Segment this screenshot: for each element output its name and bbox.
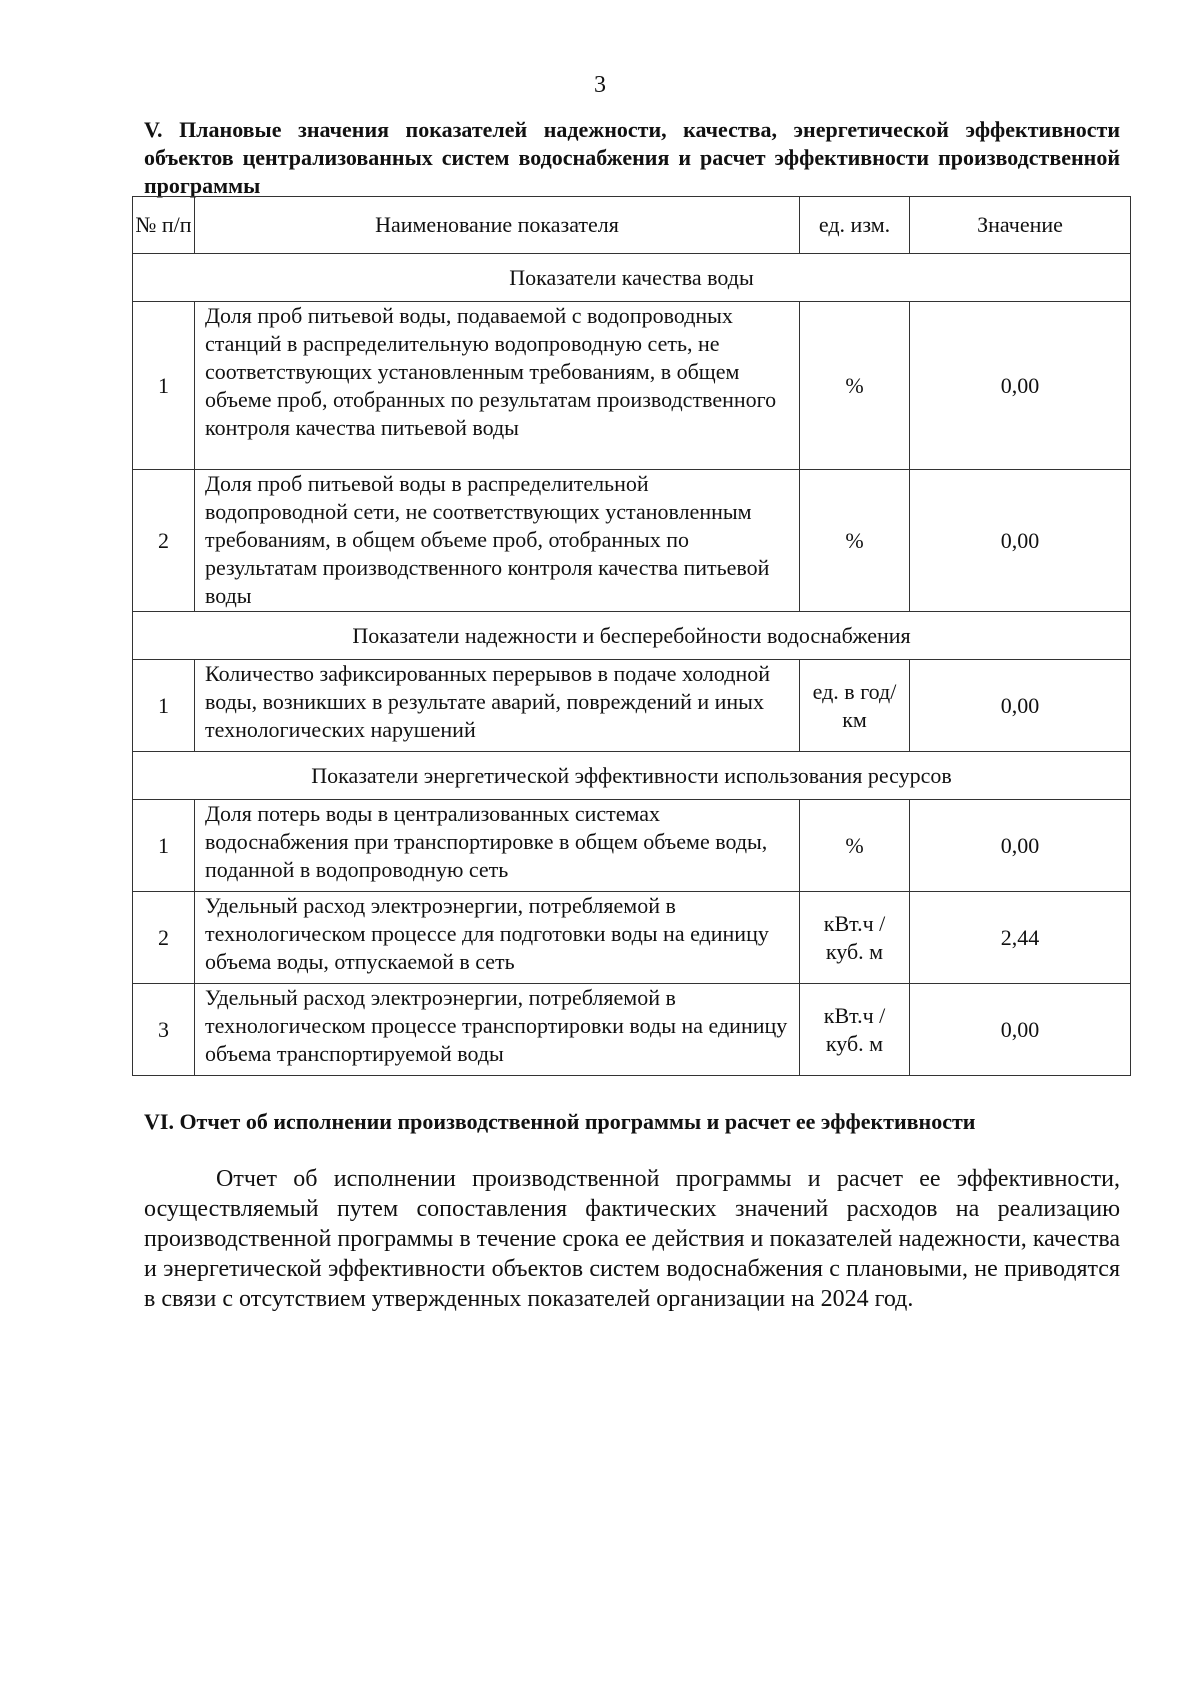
- indicators-table: [132, 196, 1131, 1076]
- table-row: [133, 892, 1131, 984]
- header-name: Наименование показателя: [195, 197, 800, 254]
- section-v-heading: V. Плановые значения показателей надежности, качества, энергетической эффективности объектов централизованных систем водоснабжения и расчет эффективности производственной программы: [144, 117, 1120, 198]
- group-title: Показатели энергетической эффективности использования ресурсов: [133, 752, 1131, 800]
- row-value: 0,00: [910, 470, 1131, 612]
- row-unit: кВт.ч / куб. м: [800, 892, 910, 984]
- row-num: 1: [133, 800, 195, 892]
- group-title: Показатели надежности и бесперебойности водоснабжения: [133, 612, 1131, 660]
- header-value: Значение: [910, 197, 1131, 254]
- header-unit: ед. изм.: [800, 197, 910, 254]
- row-name: Количество зафиксированных перерывов в подаче холодной воды, возникших в результате аварий, повреждений и иных технологических нарушений: [195, 660, 800, 752]
- row-name: Доля потерь воды в централизованных системах водоснабжения при транспортировке в общем объеме воды, поданной в водопроводную сеть: [195, 800, 800, 892]
- table-row: [133, 660, 1131, 752]
- row-unit: ед. в год/ км: [800, 660, 910, 752]
- row-unit: %: [800, 470, 910, 612]
- table-row: [133, 470, 1131, 612]
- group-row-energy-efficiency: [133, 752, 1131, 800]
- row-unit: кВт.ч / куб. м: [800, 984, 910, 1076]
- group-row-reliability: [133, 612, 1131, 660]
- row-value: 0,00: [910, 984, 1131, 1076]
- row-unit: %: [800, 800, 910, 892]
- row-num: 2: [133, 892, 195, 984]
- row-num: 1: [133, 660, 195, 752]
- row-name: Удельный расход электроэнергии, потребляемой в технологическом процессе транспортировки воды на единицу объема транспортируемой воды: [195, 984, 800, 1076]
- row-name: Доля проб питьевой воды в распределительной водопроводной сети, не соответствующих установленным требованиям, в общем объеме проб, отобранных по результатам производственного контроля качества питьевой воды: [195, 470, 800, 612]
- row-value: 0,00: [910, 660, 1131, 752]
- row-num: 1: [133, 302, 195, 470]
- group-title: Показатели качества воды: [133, 254, 1131, 302]
- row-unit: %: [800, 302, 910, 470]
- row-name: Удельный расход электроэнергии, потребляемой в технологическом процессе для подготовки воды на единицу объема воды, отпускаемой в сеть: [195, 892, 800, 984]
- table-row: [133, 800, 1131, 892]
- section-vi-body: Отчет об исполнении производственной программы и расчет ее эффективности, осуществляемый путем сопоставления фактических значений расходов на реализацию производственной программы в течение срока ее действия и показателей надежности, качества и энергетической эффективности объектов систем водоснабжения с плановыми, не приводятся в связи с отсутствием утвержденных показателей организации на 2024 год.: [144, 1166, 1120, 1312]
- row-num: 3: [133, 984, 195, 1076]
- table-row: [133, 302, 1131, 470]
- page-number: 3: [594, 72, 606, 98]
- header-num: № п/п: [133, 197, 195, 254]
- table-row: [133, 984, 1131, 1076]
- section-vi-heading: VI. Отчет об исполнении производственной программы и расчет ее эффективности: [144, 1109, 976, 1134]
- table-header-row: [133, 197, 1131, 254]
- row-name: Доля проб питьевой воды, подаваемой с водопроводных станций в распределительную водопроводную сеть, не соответствующих установленным требованиям, в общем объеме проб, отобранных по результатам производственного контроля качества питьевой воды: [195, 302, 800, 470]
- row-value: 0,00: [910, 302, 1131, 470]
- row-value: 2,44: [910, 892, 1131, 984]
- group-row-water-quality: [133, 254, 1131, 302]
- row-value: 0,00: [910, 800, 1131, 892]
- row-num: 2: [133, 470, 195, 612]
